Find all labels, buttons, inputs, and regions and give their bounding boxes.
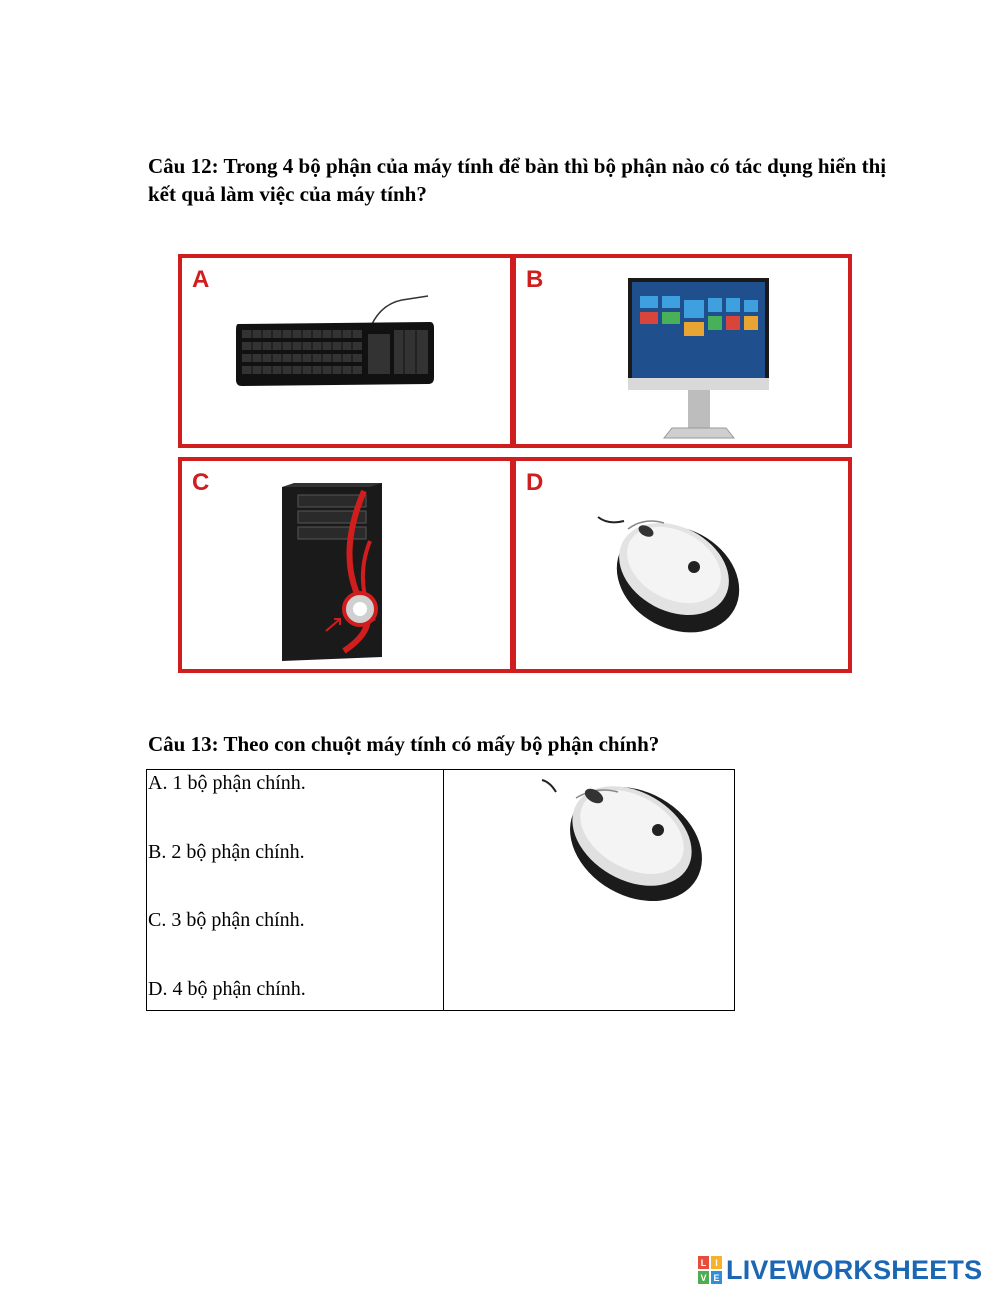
option-c-label: C (192, 469, 210, 496)
mouse-icon (594, 501, 744, 641)
question-13-table (146, 769, 735, 1011)
keyboard-icon (232, 294, 437, 394)
option-c-cell[interactable] (178, 457, 514, 673)
question-12-image-grid (178, 252, 854, 676)
option-d-label: D (526, 469, 544, 496)
options-cell (147, 770, 444, 1011)
computer-case-icon (274, 481, 389, 661)
liveworksheets-badge-icon (698, 1256, 722, 1284)
liveworksheets-logo (698, 1255, 982, 1285)
brand-name: LIVEWORKSHEETS (726, 1254, 983, 1285)
logo-letter-l: L (700, 1258, 707, 1268)
option-a[interactable]: A. 1 bộ phận chính. (148, 772, 306, 794)
logo-letter-i: I (715, 1258, 718, 1268)
option-b[interactable]: B. 2 bộ phận chính. (148, 841, 305, 863)
option-a-label: A (192, 266, 210, 293)
option-d-cell[interactable] (512, 457, 852, 673)
mouse-icon (540, 772, 712, 907)
logo-letter-v: V (700, 1273, 707, 1283)
option-b-cell[interactable] (512, 254, 852, 448)
option-c[interactable]: C. 3 bộ phận chính. (148, 909, 305, 931)
image-cell (444, 770, 735, 1011)
monitor-icon (626, 276, 771, 446)
option-b-label: B (526, 266, 544, 293)
logo-letter-e: E (713, 1273, 720, 1283)
option-d[interactable]: D. 4 bộ phận chính. (148, 978, 306, 1000)
question-13-title: Câu 13: Theo con chuột máy tính có mấy bộ phận chính? (148, 732, 660, 756)
option-a-cell[interactable] (178, 254, 514, 448)
question-12-title: Câu 12: Trong 4 bộ phận của máy tính để bàn thì bộ phận nào có tác dụng hiển thị kết quả làm việc của máy tính? (148, 154, 887, 206)
